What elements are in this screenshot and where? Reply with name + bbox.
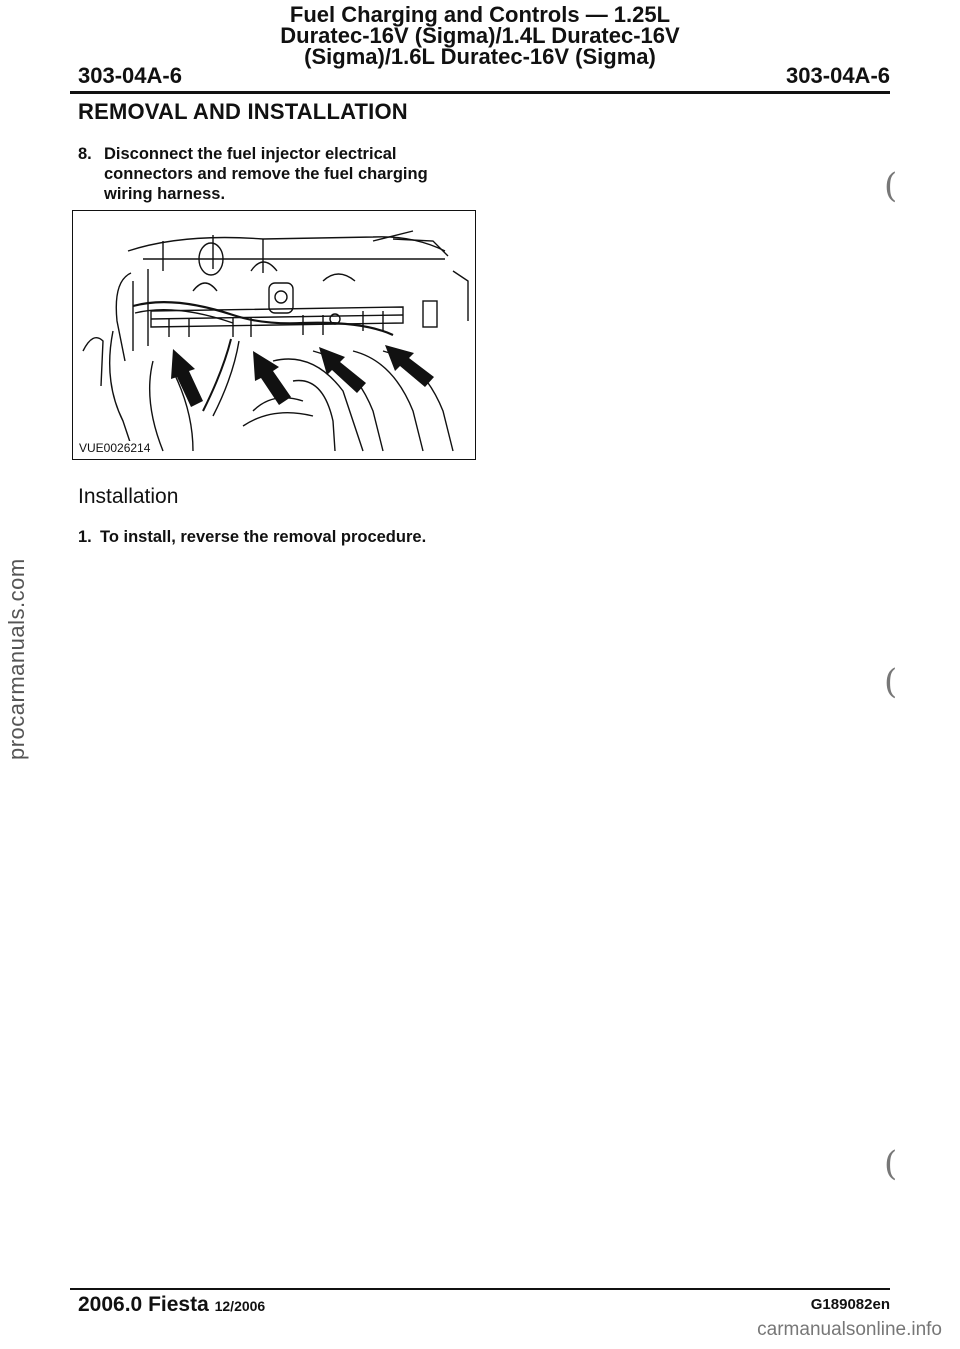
step-number: 8. — [78, 145, 92, 163]
scan-mark: ( — [884, 662, 898, 702]
footer-date: 12/2006 — [214, 1298, 266, 1314]
footer-model-name: 2006.0 Fiesta — [78, 1293, 209, 1316]
install-step-text: To install, reverse the removal procedure. — [100, 528, 427, 546]
footer-rule — [70, 1288, 890, 1290]
footer-model — [78, 1293, 265, 1317]
engine-illustration — [72, 210, 476, 460]
section-title: REMOVAL AND INSTALLATION — [78, 99, 408, 124]
watermark-bottom-right: carmanualsonline.info — [757, 1319, 942, 1340]
header-rule — [70, 91, 890, 94]
figure-caption: VUE0026214 — [79, 441, 151, 455]
step-text-line-3: wiring harness. — [104, 185, 226, 203]
scan-mark: ( — [884, 166, 898, 206]
scan-mark: ( — [884, 1144, 898, 1184]
installation-heading: Installation — [78, 485, 179, 508]
step-text-line-1: Disconnect the fuel injector electrical — [104, 145, 397, 163]
page-code-right: 303-04A-6 — [786, 63, 890, 88]
step-text-line-2: connectors and remove the fuel charging — [104, 165, 428, 183]
engine-line-drawing — [73, 211, 475, 459]
install-step-number: 1. — [78, 528, 92, 546]
header-title-line-2: Duratec-16V (Sigma)/1.4L Duratec-16V — [280, 23, 680, 48]
page-code-left: 303-04A-6 — [78, 63, 182, 88]
watermark-left: procarmanuals.com — [4, 558, 29, 760]
header-title-line-1: Fuel Charging and Controls — 1.25L — [289, 2, 671, 27]
header-title-line-3: (Sigma)/1.6L Duratec-16V (Sigma) — [304, 44, 656, 69]
footer-doc-id: G189082en — [810, 1296, 890, 1313]
